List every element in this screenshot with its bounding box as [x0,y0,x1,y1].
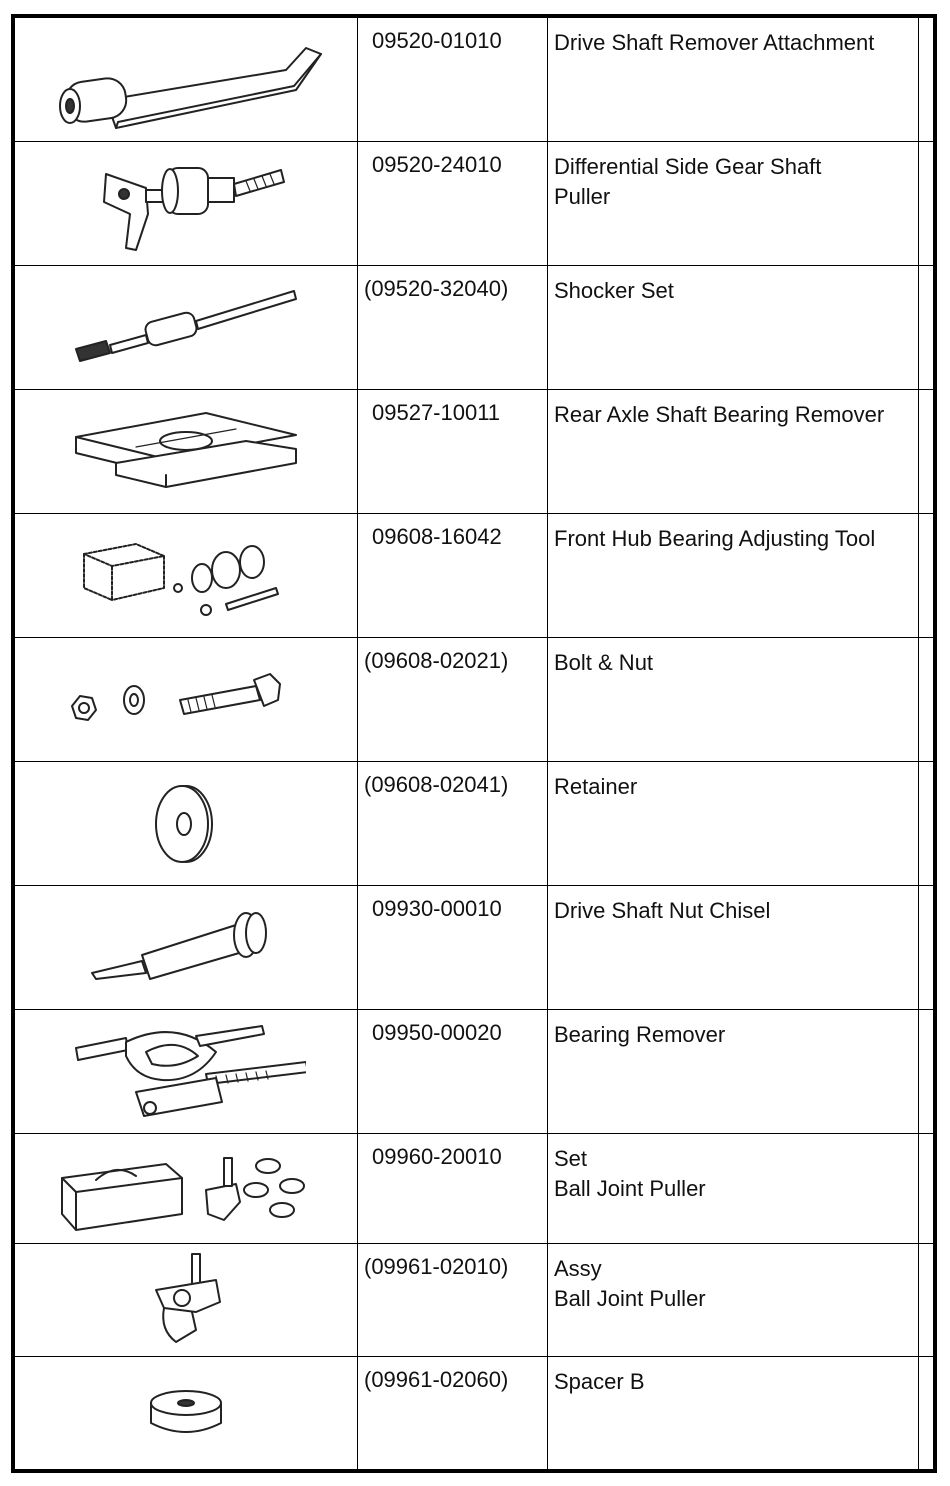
tool-name-line: Spacer B [554,1369,645,1394]
tool-name-line: Differential Side Gear Shaft [554,154,822,179]
blank-cell [919,266,934,390]
table-row [15,142,934,266]
table-row [15,1244,934,1357]
tool-name-line: Bearing Remover [554,1022,726,1047]
part-number: 09527-10011 [358,390,548,514]
table-row [15,762,934,886]
table-row [15,390,934,514]
table-row [15,514,934,638]
tool-image-cell [15,1244,358,1357]
part-number: 09930-00010 [358,886,548,1010]
bearing-remover-plate-icon [66,407,306,497]
part-number: 09520-24010 [358,142,548,266]
tool-image-cell [15,638,358,762]
tool-image-cell [15,1134,358,1244]
part-number: (09961-02060) [358,1357,548,1470]
tool-name [548,18,919,142]
shocker-set-icon [66,283,306,373]
part-number: (09608-02021) [358,638,548,762]
tool-name [548,1010,919,1134]
part-number: (09608-02041) [358,762,548,886]
tool-image-cell [15,514,358,638]
table-row [15,1357,934,1470]
part-number: 09960-20010 [358,1134,548,1244]
blank-cell [919,390,934,514]
tool-name [548,762,919,886]
tool-name-line: Puller [554,184,611,209]
blank-cell [919,1134,934,1244]
blank-cell [919,762,934,886]
blank-cell [919,1357,934,1470]
ball-joint-puller-icon [136,1250,236,1350]
part-number: (09961-02010) [358,1244,548,1357]
blank-cell [919,142,934,266]
tool-name-line: Assy [554,1256,602,1281]
tool-name-line: Rear Axle Shaft Bearing Remover [554,402,885,427]
tool-name-line: Drive Shaft Remover Attachment [554,30,875,55]
table-row [15,1010,934,1134]
special-tools-table [14,17,934,1470]
spacer-icon [141,1383,231,1443]
tool-image-cell [15,266,358,390]
tool-name-line: Ball Joint Puller [554,1286,706,1311]
part-number: 09608-16042 [358,514,548,638]
tool-table-frame [11,14,937,1473]
ball-joint-puller-set-icon [56,1144,316,1234]
tool-name [548,1244,919,1357]
bearing-puller-icon [66,1022,306,1122]
part-number: (09520-32040) [358,266,548,390]
tool-name [548,266,919,390]
tool-image-cell [15,886,358,1010]
hub-bearing-tool-icon [76,526,296,626]
tool-name [548,390,919,514]
drive-shaft-remover-attachment-icon [36,30,336,130]
tool-name-line: Front Hub Bearing Adjusting Tool [554,526,876,551]
tool-name-line: Drive Shaft Nut Chisel [554,898,771,923]
tool-image-cell [15,762,358,886]
part-number: 09520-01010 [358,18,548,142]
tool-name [548,638,919,762]
blank-cell [919,1244,934,1357]
tool-image-cell [15,18,358,142]
table-row [15,1134,934,1244]
tool-image-cell [15,1010,358,1134]
blank-cell [919,514,934,638]
blank-cell [919,1010,934,1134]
bolt-nut-icon [66,660,306,740]
tool-name-line: Retainer [554,774,638,799]
table-row [15,18,934,142]
tool-name-line: Bolt & Nut [554,650,654,675]
blank-cell [919,18,934,142]
blank-cell [919,638,934,762]
table-row [15,266,934,390]
side-gear-shaft-puller-icon [76,154,296,254]
tool-name [548,1134,919,1244]
tool-name-line: Ball Joint Puller [554,1176,706,1201]
part-number: 09950-00020 [358,1010,548,1134]
chisel-icon [86,903,286,993]
tool-name-line: Shocker Set [554,278,674,303]
tool-name-line: Set [554,1146,588,1171]
tool-name [548,886,919,1010]
tool-name [548,142,919,266]
table-row [15,886,934,1010]
tool-image-cell [15,142,358,266]
retainer-washer-icon [146,774,226,874]
blank-cell [919,886,934,1010]
tool-name [548,1357,919,1470]
tool-name [548,514,919,638]
tool-image-cell [15,1357,358,1470]
tool-image-cell [15,390,358,514]
table-row [15,638,934,762]
